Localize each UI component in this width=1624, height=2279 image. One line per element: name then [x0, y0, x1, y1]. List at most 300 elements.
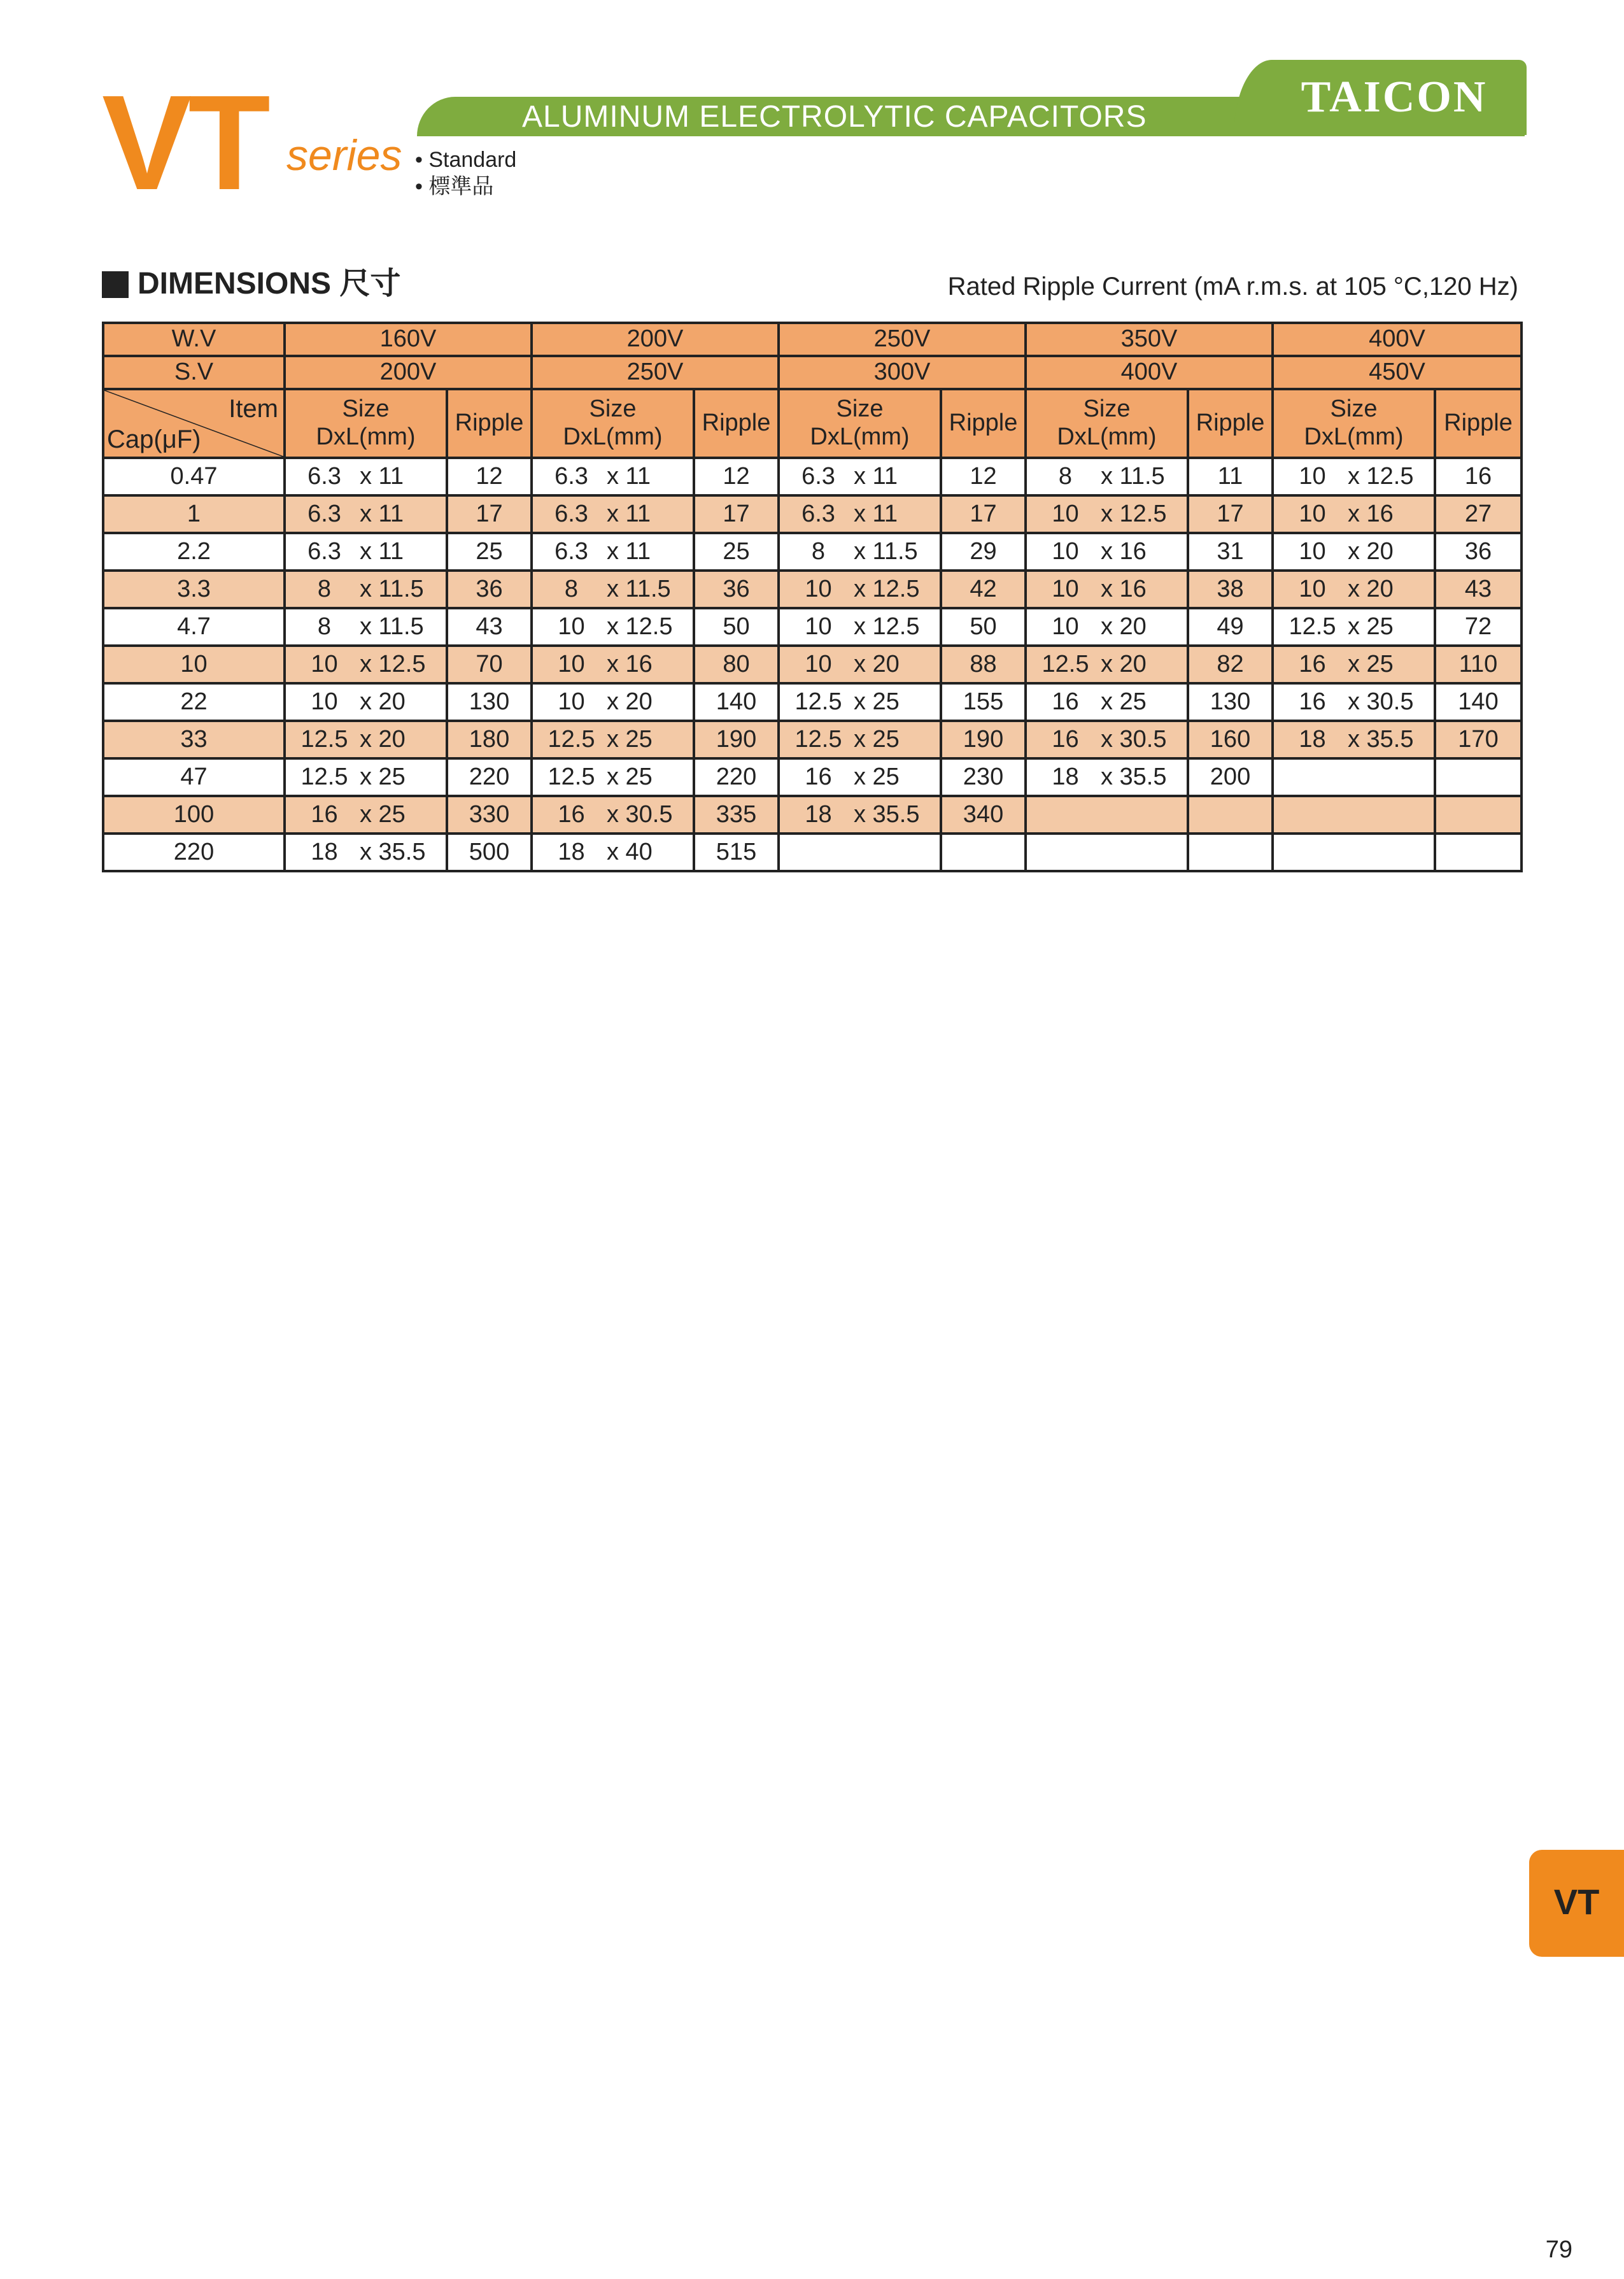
- times-sign: x: [1101, 500, 1113, 527]
- times-sign: x: [360, 650, 372, 678]
- diameter-value: 16: [1052, 688, 1079, 715]
- ripple-value: 36: [447, 571, 532, 608]
- length-value: 40: [625, 838, 653, 865]
- ripple-value: 17: [447, 495, 532, 533]
- length-value: 25: [378, 800, 406, 828]
- diameter-value: 10: [1052, 575, 1079, 602]
- ripple-header: Ripple: [941, 389, 1026, 458]
- wv-cell: 200V: [532, 323, 779, 356]
- table-row: [103, 834, 1522, 871]
- diameter-value: 16: [1052, 725, 1079, 753]
- length-value: 11: [625, 462, 651, 490]
- diameter-value: 10: [558, 688, 585, 715]
- wv-cell: 160V: [285, 323, 532, 356]
- times-sign: x: [854, 725, 866, 753]
- diameter-value: 12.5: [1289, 613, 1336, 640]
- size-value: [532, 646, 694, 683]
- times-sign: x: [1348, 613, 1360, 640]
- diameter-value: 10: [1052, 613, 1079, 640]
- ripple-value: 17: [1188, 495, 1273, 533]
- diameter-value: 6.3: [801, 462, 835, 490]
- length-value: 35.5: [1119, 763, 1167, 790]
- times-sign: x: [360, 575, 372, 602]
- cap-value: 22: [103, 683, 285, 721]
- size-value: [285, 721, 447, 758]
- sv-cell: 200V: [285, 356, 532, 389]
- diameter-value: 6.3: [554, 537, 588, 565]
- ripple-value: 88: [941, 646, 1026, 683]
- size-value: [779, 834, 941, 871]
- diameter-value: 8: [317, 575, 332, 602]
- times-sign: x: [607, 462, 619, 490]
- size-header: [285, 389, 447, 458]
- times-sign: x: [360, 800, 372, 828]
- ripple-value: 130: [447, 683, 532, 721]
- times-sign: x: [360, 462, 372, 490]
- times-sign: x: [607, 613, 619, 640]
- times-sign: x: [854, 575, 866, 602]
- diameter-value: 10: [1299, 537, 1326, 565]
- size-value: [1273, 571, 1435, 608]
- times-sign: x: [607, 537, 619, 565]
- size-value: [1026, 495, 1188, 533]
- product-line-title: ALUMINUM ELECTROLYTIC CAPACITORS: [522, 100, 1147, 134]
- size-header-line2: DxL(mm): [563, 423, 663, 450]
- ripple-value: 340: [941, 796, 1026, 834]
- bullet-standard-zh: • 標準品: [415, 174, 494, 199]
- times-sign: x: [607, 500, 619, 527]
- length-value: 11: [872, 500, 898, 527]
- table-row: [103, 571, 1522, 608]
- ripple-value: 43: [1435, 571, 1522, 608]
- diameter-value: 18: [558, 838, 585, 865]
- length-value: 16: [625, 650, 653, 678]
- ripple-header: Ripple: [694, 389, 779, 458]
- brand-logo: TAICON: [1301, 73, 1488, 122]
- size-value: [532, 533, 694, 571]
- size-value: [1273, 608, 1435, 646]
- times-sign: x: [607, 688, 619, 715]
- size-value: [532, 721, 694, 758]
- cap-value: 2.2: [103, 533, 285, 571]
- times-sign: x: [360, 838, 372, 865]
- size-value: [779, 646, 941, 683]
- times-sign: x: [360, 537, 372, 565]
- size-value: [1026, 533, 1188, 571]
- ripple-value: 11: [1188, 458, 1273, 495]
- length-value: 20: [872, 650, 900, 678]
- times-sign: x: [1348, 537, 1360, 565]
- table-row: [103, 495, 1522, 533]
- size-value: [532, 571, 694, 608]
- ripple-value: 130: [1188, 683, 1273, 721]
- size-value: [285, 834, 447, 871]
- diameter-value: 8: [1058, 462, 1073, 490]
- cap-value: 1: [103, 495, 285, 533]
- ripple-value: 200: [1188, 758, 1273, 796]
- diameter-value: 12.5: [547, 763, 595, 790]
- times-sign: x: [607, 650, 619, 678]
- length-value: 16: [1119, 575, 1147, 602]
- diameter-value: 6.3: [307, 462, 341, 490]
- length-value: 25: [1366, 613, 1394, 640]
- ripple-value: 36: [1435, 533, 1522, 571]
- item-header-row: [103, 389, 1522, 458]
- length-value: 35.5: [1366, 725, 1414, 753]
- cap-value: 0.47: [103, 458, 285, 495]
- size-value: [1273, 796, 1435, 834]
- diameter-value: 6.3: [554, 462, 588, 490]
- length-value: 30.5: [1366, 688, 1414, 715]
- bullet-standard: • Standard: [415, 148, 517, 172]
- size-header: [779, 389, 941, 458]
- ripple-value: 29: [941, 533, 1026, 571]
- times-sign: x: [1348, 725, 1360, 753]
- size-value: [285, 758, 447, 796]
- times-sign: x: [854, 763, 866, 790]
- times-sign: x: [607, 763, 619, 790]
- size-value: [1273, 721, 1435, 758]
- ripple-value: 38: [1188, 571, 1273, 608]
- size-value: [779, 721, 941, 758]
- size-value: [285, 683, 447, 721]
- ripple-value: 500: [447, 834, 532, 871]
- ripple-value: 180: [447, 721, 532, 758]
- ripple-value: 220: [447, 758, 532, 796]
- size-value: [532, 834, 694, 871]
- wv-cell: 350V: [1026, 323, 1273, 356]
- times-sign: x: [1348, 688, 1360, 715]
- length-value: 20: [625, 688, 653, 715]
- length-value: 12.5: [1119, 500, 1167, 527]
- size-header-line1: Size: [589, 395, 637, 423]
- size-value: [285, 495, 447, 533]
- diameter-value: 18: [805, 800, 832, 828]
- length-value: 20: [1119, 650, 1147, 678]
- length-value: 11.5: [872, 537, 918, 565]
- wv-cell: 250V: [779, 323, 1026, 356]
- diameter-value: 12.5: [794, 725, 842, 753]
- times-sign: x: [607, 838, 619, 865]
- size-value: [285, 646, 447, 683]
- ripple-value: 12: [694, 458, 779, 495]
- size-header-line2: DxL(mm): [316, 423, 416, 450]
- size-header-line1: Size: [1083, 395, 1131, 423]
- ripple-value: 50: [941, 608, 1026, 646]
- ripple-value: [941, 834, 1026, 871]
- section-square-icon: [102, 271, 129, 298]
- wv-label: W.V: [103, 323, 285, 356]
- cap-value: 47: [103, 758, 285, 796]
- ripple-value: 515: [694, 834, 779, 871]
- length-value: 25: [1366, 650, 1394, 678]
- table-row: [103, 758, 1522, 796]
- diameter-value: 6.3: [554, 500, 588, 527]
- ripple-value: [1435, 758, 1522, 796]
- diameter-value: 10: [805, 650, 832, 678]
- ripple-value: 43: [447, 608, 532, 646]
- size-value: [1273, 683, 1435, 721]
- sv-cell: 300V: [779, 356, 1026, 389]
- ripple-value: 12: [941, 458, 1026, 495]
- ripple-value: 72: [1435, 608, 1522, 646]
- ripple-value: 140: [694, 683, 779, 721]
- times-sign: x: [1101, 650, 1113, 678]
- times-sign: x: [854, 537, 866, 565]
- times-sign: x: [1348, 650, 1360, 678]
- times-sign: x: [1348, 575, 1360, 602]
- length-value: 11: [625, 537, 651, 565]
- cap-value: 3.3: [103, 571, 285, 608]
- ripple-value: 50: [694, 608, 779, 646]
- ripple-value: 190: [694, 721, 779, 758]
- size-header-line1: Size: [1330, 395, 1378, 423]
- length-value: 11.5: [1119, 462, 1165, 490]
- cap-value: 10: [103, 646, 285, 683]
- length-value: 12.5: [625, 613, 673, 640]
- cap-label: Cap(μF): [107, 425, 201, 453]
- ripple-value: 230: [941, 758, 1026, 796]
- sv-label: S.V: [103, 356, 285, 389]
- size-value: [1026, 796, 1188, 834]
- diameter-value: 16: [558, 800, 585, 828]
- size-value: [779, 495, 941, 533]
- ripple-value: 17: [694, 495, 779, 533]
- size-value: [779, 683, 941, 721]
- table-row: [103, 608, 1522, 646]
- ripple-value: 17: [941, 495, 1026, 533]
- times-sign: x: [607, 575, 619, 602]
- diameter-value: 6.3: [307, 500, 341, 527]
- times-sign: x: [1101, 537, 1113, 565]
- length-value: 30.5: [1119, 725, 1167, 753]
- diameter-value: 8: [317, 613, 332, 640]
- diameter-value: 10: [558, 613, 585, 640]
- size-value: [285, 533, 447, 571]
- diameter-value: 18: [311, 838, 338, 865]
- table-row: [103, 458, 1522, 495]
- size-value: [779, 608, 941, 646]
- size-value: [779, 571, 941, 608]
- times-sign: x: [360, 613, 372, 640]
- ripple-value: [1435, 834, 1522, 871]
- ripple-value: 12: [447, 458, 532, 495]
- size-header-line2: DxL(mm): [810, 423, 910, 450]
- size-value: [1026, 758, 1188, 796]
- ripple-value: 70: [447, 646, 532, 683]
- length-value: 25: [378, 763, 406, 790]
- size-value: [1026, 721, 1188, 758]
- times-sign: x: [1101, 613, 1113, 640]
- size-value: [285, 608, 447, 646]
- length-value: 25: [872, 763, 900, 790]
- size-value: [285, 571, 447, 608]
- ripple-value: 25: [447, 533, 532, 571]
- section-title: DIMENSIONS 尺寸: [138, 267, 401, 301]
- ripple-header: Ripple: [447, 389, 532, 458]
- times-sign: x: [1101, 688, 1113, 715]
- size-header: [1273, 389, 1435, 458]
- wv-cell: 400V: [1273, 323, 1522, 356]
- cap-value: 4.7: [103, 608, 285, 646]
- ripple-header: Ripple: [1435, 389, 1522, 458]
- size-value: [532, 458, 694, 495]
- length-value: 20: [378, 688, 406, 715]
- diameter-value: 10: [558, 650, 585, 678]
- size-value: [1026, 646, 1188, 683]
- wv-row: [103, 323, 1522, 356]
- times-sign: x: [1101, 462, 1113, 490]
- length-value: 11: [378, 537, 404, 565]
- length-value: 11: [872, 462, 898, 490]
- page-number: 79: [1545, 2236, 1572, 2263]
- diameter-value: 6.3: [801, 500, 835, 527]
- diameter-value: 8: [564, 575, 579, 602]
- length-value: 12.5: [1366, 462, 1414, 490]
- table-row: [103, 646, 1522, 683]
- size-header-line2: DxL(mm): [1057, 423, 1157, 450]
- times-sign: x: [854, 500, 866, 527]
- length-value: 20: [1119, 613, 1147, 640]
- length-value: 20: [1366, 537, 1394, 565]
- size-value: [532, 608, 694, 646]
- size-header: [1026, 389, 1188, 458]
- times-sign: x: [854, 800, 866, 828]
- length-value: 11.5: [625, 575, 671, 602]
- table-row: [103, 683, 1522, 721]
- times-sign: x: [1101, 725, 1113, 753]
- size-value: [1273, 495, 1435, 533]
- times-sign: x: [607, 800, 619, 828]
- ripple-value: 42: [941, 571, 1026, 608]
- diameter-value: 6.3: [307, 537, 341, 565]
- times-sign: x: [854, 613, 866, 640]
- size-value: [532, 683, 694, 721]
- times-sign: x: [1348, 462, 1360, 490]
- sv-cell: 450V: [1273, 356, 1522, 389]
- size-value: [1273, 533, 1435, 571]
- size-value: [1273, 646, 1435, 683]
- item-cap-corner: [103, 389, 285, 458]
- length-value: 20: [1366, 575, 1394, 602]
- diameter-value: 10: [1052, 500, 1079, 527]
- ripple-note: Rated Ripple Current (mA r.m.s. at 105 °C,120 Hz): [947, 273, 1518, 301]
- diameter-value: 18: [1052, 763, 1079, 790]
- diameter-value: 10: [1299, 500, 1326, 527]
- length-value: 11.5: [378, 575, 424, 602]
- cap-value: 220: [103, 834, 285, 871]
- times-sign: x: [360, 763, 372, 790]
- diameter-value: 12.5: [794, 688, 842, 715]
- diameter-value: 16: [1299, 650, 1326, 678]
- ripple-value: 80: [694, 646, 779, 683]
- series-code-logo: VT: [102, 67, 267, 218]
- length-value: 25: [872, 688, 900, 715]
- diameter-value: 8: [811, 537, 826, 565]
- diameter-value: 10: [1299, 462, 1326, 490]
- ripple-value: 110: [1435, 646, 1522, 683]
- diameter-value: 10: [805, 613, 832, 640]
- diameter-value: 12.5: [1041, 650, 1089, 678]
- sv-row: [103, 356, 1522, 389]
- sv-cell: 250V: [532, 356, 779, 389]
- times-sign: x: [1101, 763, 1113, 790]
- ripple-value: 36: [694, 571, 779, 608]
- ripple-value: 16: [1435, 458, 1522, 495]
- diameter-value: 10: [1052, 537, 1079, 565]
- size-value: [1026, 683, 1188, 721]
- size-value: [1026, 834, 1188, 871]
- table-row: [103, 533, 1522, 571]
- times-sign: x: [360, 688, 372, 715]
- times-sign: x: [1348, 500, 1360, 527]
- ripple-value: 27: [1435, 495, 1522, 533]
- size-value: [532, 495, 694, 533]
- times-sign: x: [1101, 575, 1113, 602]
- ripple-value: 82: [1188, 646, 1273, 683]
- length-value: 11: [378, 500, 404, 527]
- cap-value: 33: [103, 721, 285, 758]
- diameter-value: 10: [805, 575, 832, 602]
- side-tab-label: VT: [1553, 1882, 1600, 1922]
- diameter-value: 16: [311, 800, 338, 828]
- diameter-value: 12.5: [300, 763, 348, 790]
- ripple-value: 330: [447, 796, 532, 834]
- size-header-line1: Size: [836, 395, 884, 423]
- length-value: 16: [1366, 500, 1394, 527]
- diameter-value: 12.5: [300, 725, 348, 753]
- diameter-value: 12.5: [547, 725, 595, 753]
- series-word: series: [286, 131, 402, 180]
- length-value: 30.5: [625, 800, 673, 828]
- times-sign: x: [607, 725, 619, 753]
- ripple-value: [1435, 796, 1522, 834]
- size-value: [1273, 458, 1435, 495]
- length-value: 25: [1119, 688, 1147, 715]
- length-value: 11.5: [378, 613, 424, 640]
- dimensions-table: [102, 322, 1523, 872]
- diameter-value: 10: [311, 650, 338, 678]
- ripple-header: Ripple: [1188, 389, 1273, 458]
- sv-cell: 400V: [1026, 356, 1273, 389]
- length-value: 12.5: [872, 575, 920, 602]
- length-value: 25: [872, 725, 900, 753]
- times-sign: x: [854, 688, 866, 715]
- diameter-value: 16: [805, 763, 832, 790]
- diameter-value: 16: [1299, 688, 1326, 715]
- ripple-value: [1188, 834, 1273, 871]
- ripple-value: 335: [694, 796, 779, 834]
- table-row: [103, 721, 1522, 758]
- length-value: 12.5: [872, 613, 920, 640]
- diameter-value: 18: [1299, 725, 1326, 753]
- size-value: [532, 796, 694, 834]
- item-label: Item: [229, 395, 278, 423]
- ripple-value: 155: [941, 683, 1026, 721]
- cap-value: 100: [103, 796, 285, 834]
- times-sign: x: [854, 462, 866, 490]
- ripple-value: 31: [1188, 533, 1273, 571]
- size-header: [532, 389, 694, 458]
- length-value: 12.5: [378, 650, 426, 678]
- ripple-value: 49: [1188, 608, 1273, 646]
- ripple-value: 220: [694, 758, 779, 796]
- length-value: 25: [625, 763, 653, 790]
- size-header-line2: DxL(mm): [1304, 423, 1404, 450]
- length-value: 35.5: [378, 838, 426, 865]
- length-value: 11: [625, 500, 651, 527]
- ripple-value: [1188, 796, 1273, 834]
